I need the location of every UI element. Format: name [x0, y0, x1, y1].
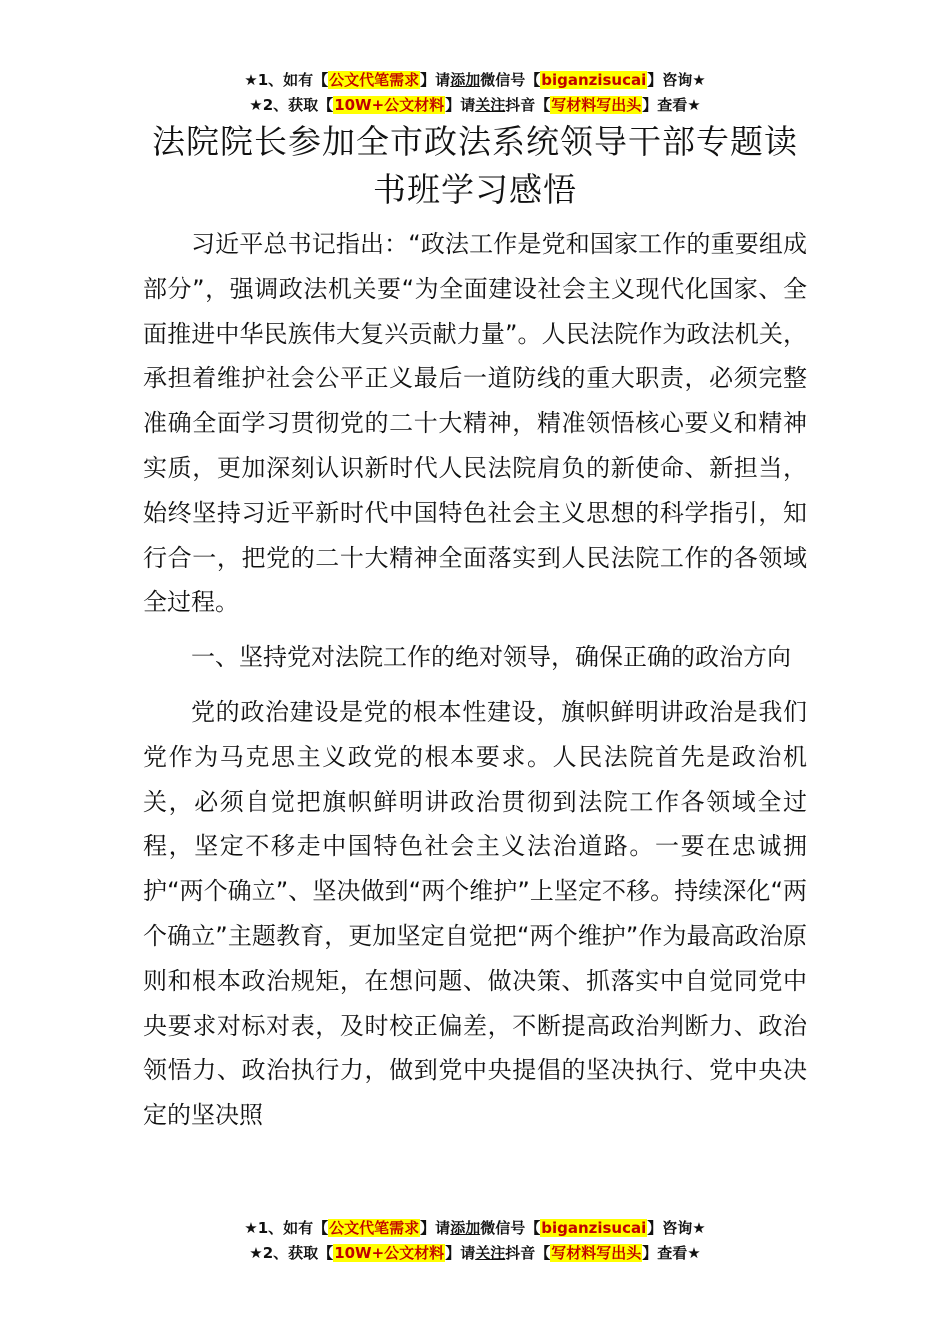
- promo-underlined: 关注: [475, 96, 506, 114]
- promo-text: 】查看★: [642, 96, 701, 114]
- promo-highlight: 10W+公文材料: [334, 96, 445, 114]
- promo-text: 】咨询★: [647, 71, 706, 89]
- promo-banner-top: [0, 68, 950, 118]
- promo-text: 】咨询★: [647, 1219, 706, 1237]
- promo-highlight: 10W+公文材料: [334, 1244, 445, 1262]
- section-heading: 一、坚持党对法院工作的绝对领导，确保正确的政治方向: [191, 643, 791, 672]
- promo-text: 】请: [445, 96, 476, 114]
- promo-banner-bottom: [0, 1216, 950, 1266]
- promo-underlined: 关注: [475, 1244, 506, 1262]
- promo-highlight: 写材料写出头: [551, 1244, 642, 1262]
- promo-text: ★2、获取【: [249, 96, 334, 114]
- promo-text: 】请: [420, 1219, 451, 1237]
- promo-text: ★1、如有【: [244, 71, 329, 89]
- promo-text: 抖音【: [505, 1244, 551, 1262]
- promo-text: 微信号【: [480, 71, 541, 89]
- promo-text: ★2、获取【: [249, 1244, 334, 1262]
- promo-underlined: 添加: [450, 71, 481, 89]
- promo-text: 微信号【: [480, 1219, 541, 1237]
- promo-text: 】查看★: [642, 1244, 701, 1262]
- promo-highlight: 公文代笔需求: [329, 71, 420, 89]
- document-body: [143, 222, 807, 1148]
- promo-underlined: 添加: [450, 1219, 481, 1237]
- promo-highlight: 写材料写出头: [551, 96, 642, 114]
- intro-paragraph: 习近平总书记指出：“政法工作是党和国家工作的重要组成部分”，强调政法机关要“为全面建设社会主义现代化国家、全面推进中华民族伟大复兴贡献力量”。人民法院作为政法机关，承担着维护社会公平正义最后一道防线的重大职责，必须完整准确全面学习贯彻党的二十大精神，精准领悟核心要义和精神实质，更加深刻认识新时代人民法院肩负的新使命、新担当，始终坚持习近平新时代中国特色社会主义思想的科学指引，知行合一，把党的二十大精神全面落实到人民法院工作的各领域全过程。: [143, 230, 807, 617]
- document-title: 法院院长参加全市政法系统领导干部专题读书班学习感悟: [152, 122, 798, 209]
- promo-line-1: [0, 1216, 950, 1241]
- promo-line-2: [0, 93, 950, 118]
- body-paragraph: 党的政治建设是党的根本性建设，旗帜鲜明讲政治是我们党作为马克思主义政党的根本要求。人民法院首先是政治机关，必须自觉把旗帜鲜明讲政治贯彻到法院工作各领域全过程，坚定不移走中国特色社会主义法治道路。一要在忠诚拥护“两个确立”、坚决做到“两个维护”上坚定不移。持续深化“两个确立”主题教育，更加坚定自觉把“两个维护”作为最高政治原则和根本政治规矩，在想问题、做决策、抓落实中自觉同党中央要求对标对表，及时校正偏差，不断提高政治判断力、政治领悟力、政治执行力，做到党中央提倡的坚决执行、党中央决定的坚决照: [143, 697, 807, 1130]
- promo-line-1: [0, 68, 950, 93]
- promo-text: 】请: [445, 1244, 476, 1262]
- promo-highlight: biganzisucai: [541, 1219, 647, 1237]
- promo-text: 抖音【: [505, 96, 551, 114]
- promo-highlight: 公文代笔需求: [329, 1219, 420, 1237]
- promo-line-2: [0, 1241, 950, 1266]
- promo-text: ★1、如有【: [244, 1219, 329, 1237]
- promo-text: 】请: [420, 71, 451, 89]
- promo-highlight: biganzisucai: [541, 71, 647, 89]
